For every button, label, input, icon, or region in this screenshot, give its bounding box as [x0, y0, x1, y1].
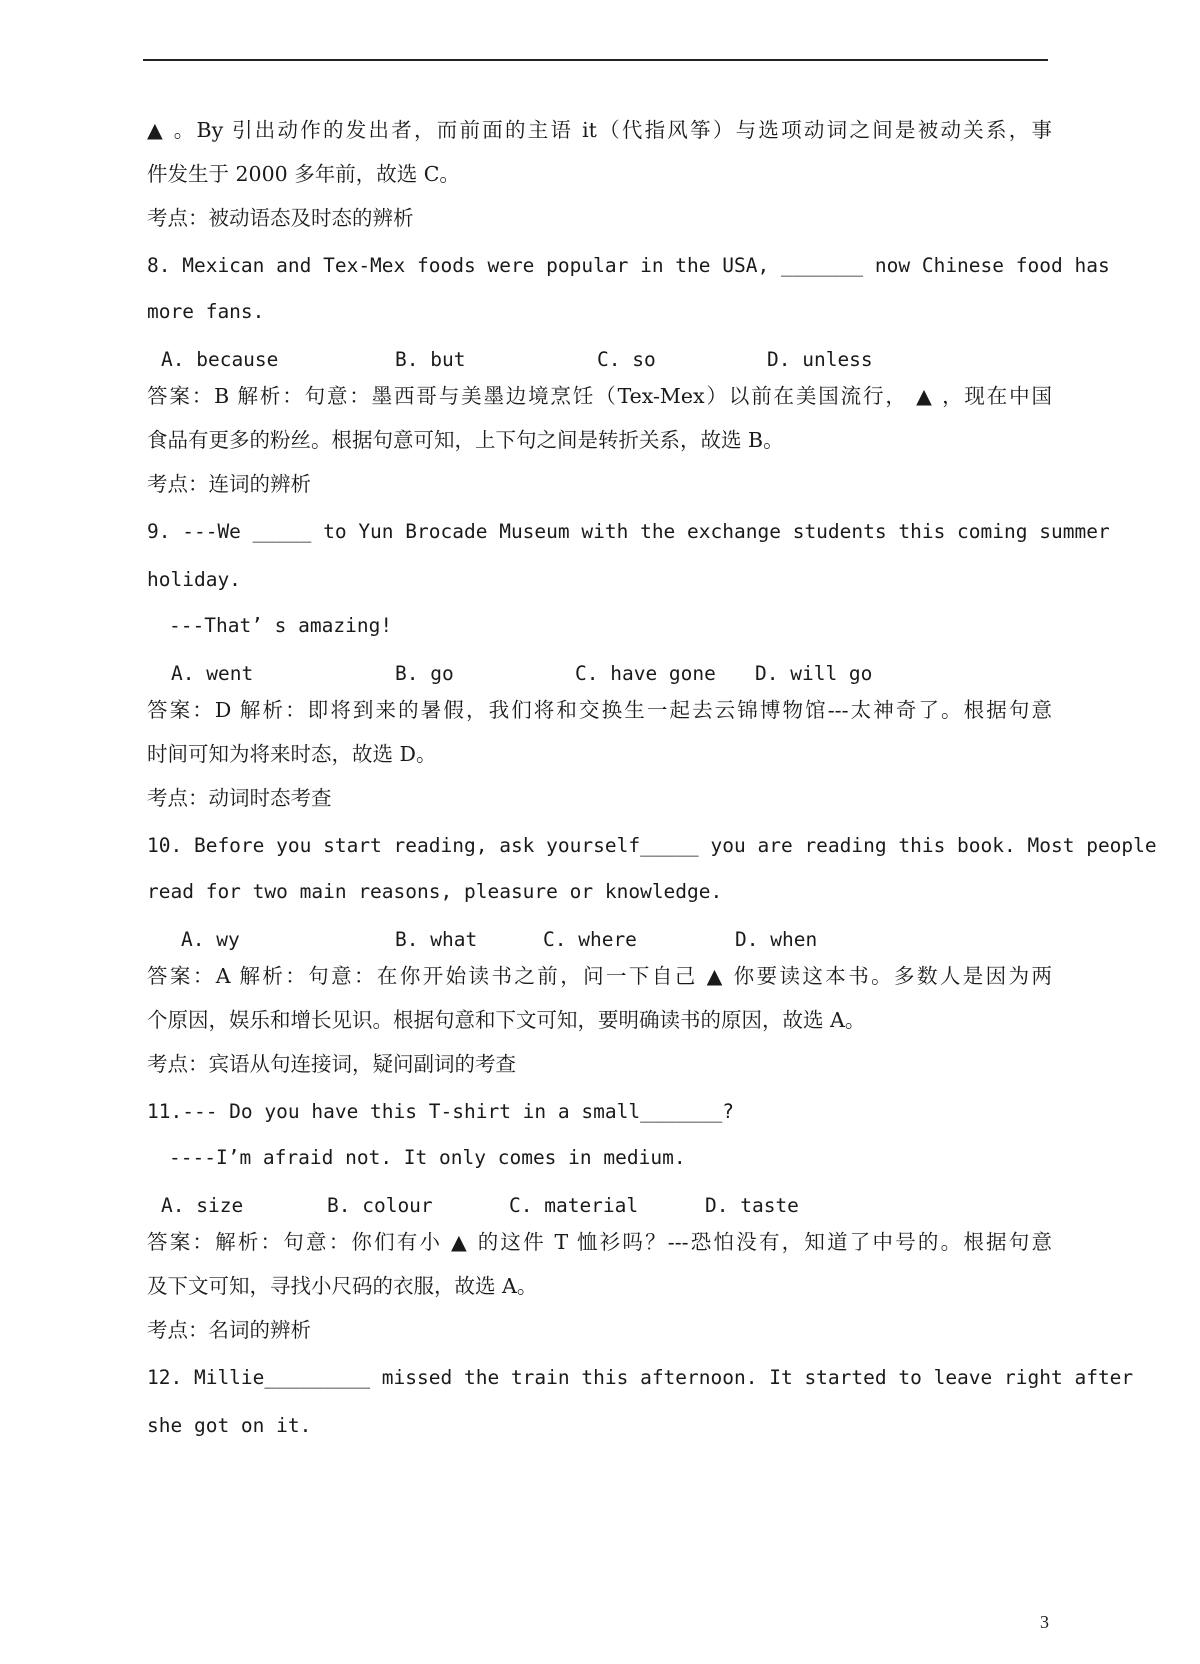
q7-knowledge-point: 考点：被动语态及时态的辨析 [147, 206, 414, 230]
q10-stem-line-1: 10. Before you start reading, ask yourself_____ you are reading this book. Most people [147, 834, 1157, 857]
q10-option-b: B. what [395, 928, 478, 951]
q9-knowledge-point: 考点：动词时态考查 [147, 786, 332, 810]
q8-option-c: C. so [597, 348, 656, 371]
q10-option-d: D. when [735, 928, 818, 951]
q11-option-c: C. material [509, 1194, 639, 1217]
q8-stem-line-1: 8. Mexican and Tex-Mex foods were popular in the USA, _______ now Chinese food has [147, 254, 1110, 277]
q9-option-d: D. will go [755, 662, 873, 685]
q9-stem-line-3: ---That’ s amazing! [169, 614, 393, 637]
q9-stem-line-2: holiday. [147, 568, 241, 591]
q11-option-b: B. colour [327, 1194, 433, 1217]
q12-stem-line-2: she got on it. [147, 1414, 312, 1437]
q9-stem-line-1: 9. ---We _____ to Yun Brocade Museum with the exchange students this coming summer [147, 520, 1110, 543]
q8-answer-line-1: 答案：B 解析：句意：墨西哥与美墨边境烹饪（Tex-Mex）以前在美国流行， ▲ ，现在中国 [147, 384, 1052, 408]
q8-option-d: D. unless [767, 348, 873, 371]
q8-knowledge-point: 考点：连词的辨析 [147, 472, 311, 496]
q11-knowledge-point: 考点：名词的辨析 [147, 1318, 311, 1342]
q10-answer-line-1: 答案：A 解析：句意：在你开始读书之前，问一下自己 ▲ 你要读这本书。多数人是因为两 [147, 964, 1052, 988]
q9-answer-line-1: 答案：D 解析：即将到来的暑假，我们将和交换生一起去云锦博物馆---太神奇了。根据句意 [147, 698, 1052, 722]
q11-stem-line-2: ----I’m afraid not. It only comes in medium. [169, 1146, 686, 1169]
q11-option-d: D. taste [705, 1194, 799, 1217]
q10-knowledge-point: 考点：宾语从句连接词，疑问副词的考查 [147, 1052, 516, 1076]
q11-answer-line-1: 答案：解析：句意：你们有小 ▲ 的这件 T 恤衫吗？---恐怕没有，知道了中号的。根据句意 [147, 1230, 1052, 1254]
q8-stem-line-2: more fans. [147, 300, 265, 323]
q12-stem-line-1: 12. Millie_________ missed the train this afternoon. It started to leave right after [147, 1366, 1134, 1389]
q7-explanation-line-1: ▲ 。By 引出动作的发出者，而前面的主语 it（代指风筝）与选项动词之间是被动关系，事 [147, 118, 1052, 142]
q10-option-c: C. where [543, 928, 637, 951]
q8-option-b: B. but [395, 348, 466, 371]
page-number: 3 [1040, 1612, 1049, 1632]
q11-option-a: A. size [161, 1194, 244, 1217]
q11-stem-line-1: 11.--- Do you have this T-shirt in a small_______? [147, 1100, 734, 1123]
q9-option-a: A. went [171, 662, 254, 685]
q9-answer-line-2: 时间可知为将来时态，故选 D。 [147, 742, 437, 766]
header-rule [143, 59, 1048, 61]
q8-answer-line-2: 食品有更多的粉丝。根据句意可知，上下句之间是转折关系，故选 B。 [147, 428, 784, 452]
q8-option-a: A. because [161, 348, 279, 371]
q9-option-b: B. go [395, 662, 454, 685]
q10-option-a: A. wy [181, 928, 240, 951]
q9-option-c: C. have gone [575, 662, 716, 685]
q11-answer-line-2: 及下文可知，寻找小尺码的衣服，故选 A。 [147, 1274, 538, 1298]
q10-stem-line-2: read for two main reasons, pleasure or knowledge. [147, 880, 723, 903]
q10-answer-line-2: 个原因，娱乐和增长见识。根据句意和下文可知，要明确读书的原因，故选 A。 [147, 1008, 866, 1032]
q7-explanation-line-2: 件发生于 2000 多年前，故选 C。 [147, 162, 460, 186]
